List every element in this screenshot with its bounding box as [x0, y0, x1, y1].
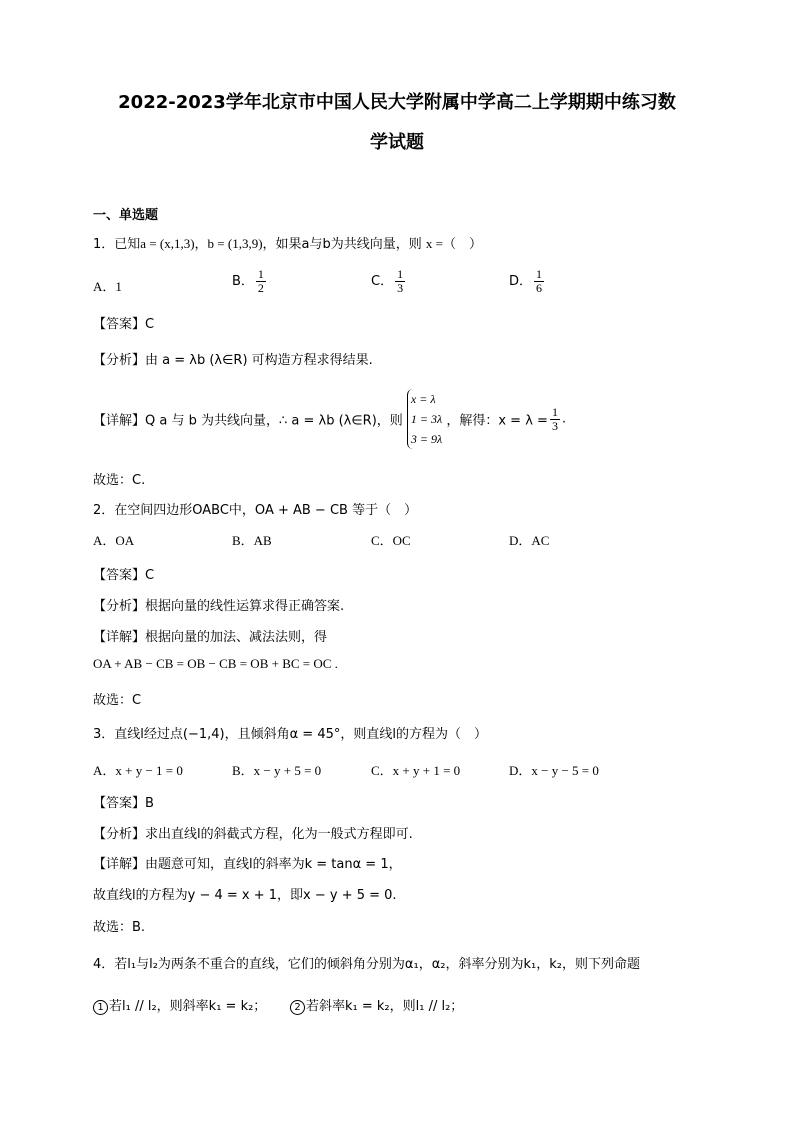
- q1-option-d-den: 6: [536, 281, 543, 295]
- q1-vector-a: a = (x,1,3)，: [140, 236, 208, 251]
- q3-option-b: B．x − y + 5 = 0: [232, 763, 322, 778]
- q4-stem: 4．若l₁与l₂为两条不重合的直线，它们的倾斜角分别为α₁，α₂，斜率分别为k₁，k₂，则下列命题: [93, 957, 640, 972]
- q1-option-b-label: B．: [232, 274, 254, 289]
- q3-stem: 3．直线l经过点(−1,4)，且倾斜角α = 45°，则直线l的方程为（ ）: [93, 727, 487, 742]
- q2-stem: 2．在空间四边形OABC中，OA + AB − CB 等于（ ）: [93, 503, 418, 518]
- q1-stem-text2: a与b为共线向量，则: [301, 237, 422, 252]
- q1-vector-b: b = (1,3,9)，如果: [207, 236, 302, 251]
- q1-system-eq3: 3 = 9λ: [410, 432, 443, 446]
- q1-option-b-num: 1: [257, 267, 264, 281]
- q3-option-a: A．x + y − 1 = 0: [93, 763, 183, 778]
- q1-detail-num: 1: [551, 404, 558, 419]
- circled-one-icon: 1: [93, 1000, 108, 1015]
- q4-proposition-1-text: 若l₁ // l₂，则斜率k₁ = k₂；: [109, 999, 267, 1014]
- q2-detail: 【详解】根据向量的加法、减法法则，得: [93, 630, 328, 645]
- q1-analysis: 【分析】由 a = λb (λ∈R) 可构造方程求得结果.: [93, 353, 373, 368]
- q1-detail-end: .: [561, 411, 567, 427]
- q1-detail: [93, 389, 566, 449]
- q3-option-c: C．x + y + 1 = 0: [371, 763, 461, 778]
- q1-system-eq1: x = λ: [410, 392, 436, 406]
- q2-equation: OA + AB − CB = OB − CB = OB + BC = OC .: [93, 656, 338, 671]
- q1-option-c-num: 1: [397, 267, 404, 281]
- q3-answer: 【答案】B: [93, 796, 154, 811]
- q3-conclusion: 故选：B.: [93, 920, 146, 935]
- q3-detail: 【详解】由题意可知，直线l的斜率为k = tanα = 1，: [93, 857, 402, 872]
- q2-option-b: B．AB: [232, 533, 272, 548]
- q1-detail-text: 【详解】Q a 与 b 为共线向量，∴ a = λb (λ∈R)，则: [93, 413, 403, 429]
- q1-option-a: A．1: [93, 279, 122, 294]
- q4-proposition-1: [93, 995, 266, 1015]
- q1-answer: 【答案】C: [93, 317, 155, 332]
- q4-proposition-2: [290, 995, 463, 1015]
- q1-option-d: [509, 268, 546, 295]
- q1-stem: [93, 233, 482, 252]
- q1-option-b-fraction: [256, 268, 266, 295]
- q1-option-c-den: 3: [397, 281, 404, 295]
- q1-option-b-den: 2: [257, 281, 264, 295]
- q2-conclusion: 故选：C: [93, 693, 142, 708]
- q1-option-d-fraction: [534, 268, 544, 295]
- q2-option-a: A．OA: [93, 533, 135, 548]
- q2-option-d: D．AC: [509, 533, 550, 548]
- q3-option-d: D．x − y − 5 = 0: [509, 763, 599, 778]
- doc-title-line2: 学试题: [370, 132, 424, 153]
- q3-detail2: 故直线l的方程为y − 4 = x + 1，即x − y + 5 = 0.: [93, 888, 397, 903]
- q3-analysis: 【分析】求出直线l的斜截式方程，化为一般式方程即可.: [93, 827, 413, 842]
- section-heading: 一、单选题: [93, 208, 159, 223]
- q1-conclusion: 故选：C.: [93, 473, 146, 488]
- q1-option-c-label: C．: [371, 274, 394, 289]
- q2-option-c: C．OC: [371, 533, 411, 548]
- q1-option-c: [371, 268, 407, 295]
- q1-detail-fraction: [550, 406, 560, 433]
- q1-system-eq2: 1 = 3λ: [410, 412, 443, 426]
- q2-analysis: 【分析】根据向量的线性运算求得正确答案.: [93, 599, 345, 614]
- q1-option-d-label: D．: [509, 274, 533, 289]
- q1-stem-x: x =（ ）: [425, 236, 482, 251]
- q1-detail-solve: ，解得：x = λ =: [446, 413, 548, 429]
- q1-option-c-fraction: [395, 268, 405, 295]
- q1-detail-den: 3: [551, 418, 558, 433]
- q1-option-d-num: 1: [536, 267, 543, 281]
- q4-proposition-2-text: 若斜率k₁ = k₂，则l₁ // l₂；: [306, 999, 464, 1014]
- q1-equation-system: [407, 389, 442, 449]
- q1-stem-text: 1．已知: [93, 237, 141, 252]
- q2-answer: 【答案】C: [93, 568, 155, 583]
- q1-option-b: [232, 268, 268, 295]
- circled-two-icon: 2: [290, 1000, 305, 1015]
- doc-title-line1: 2022-2023学年北京市中国人民大学附属中学高二上学期期中练习数: [118, 92, 676, 113]
